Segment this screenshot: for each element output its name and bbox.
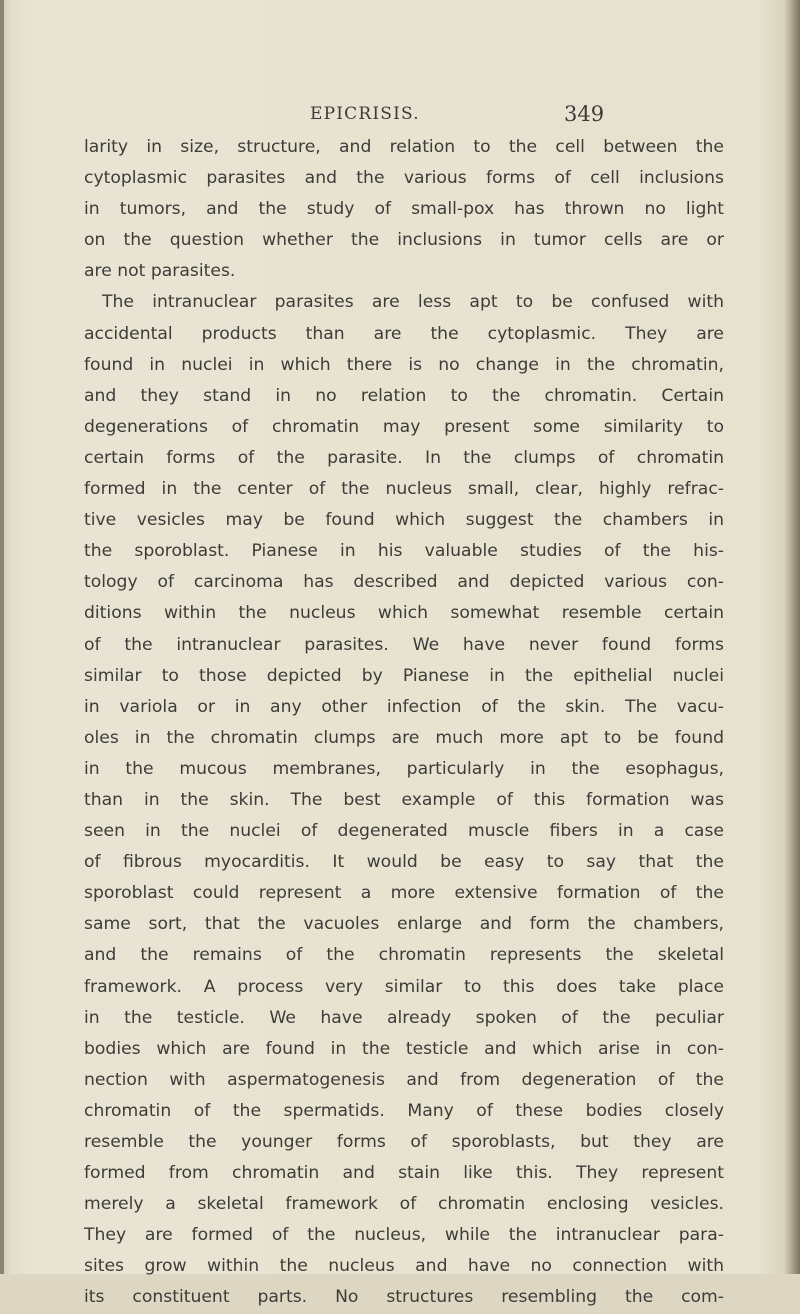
text-line: cytoplasmic parasites and the various forms of cell inclusions	[84, 168, 724, 189]
text-line: resemble the younger forms of sporoblasts, but they are	[84, 1132, 724, 1152]
page-number: 349	[564, 102, 605, 126]
text-line: in the testicle. We have already spoken of the peculiar	[84, 1007, 724, 1028]
text-line: bodies which are found in the testicle and which arise in con-	[84, 1038, 724, 1059]
text-line: of fibrous myocarditis. It would be easy to say that the	[84, 852, 724, 873]
text-line: of the intranuclear parasites. We have never found forms	[84, 634, 724, 655]
text-line: accidental products than are the cytoplasmic. They are	[84, 323, 724, 344]
text-line: and they stand in no relation to the chromatin. Certain	[84, 385, 724, 406]
text-line: sites grow within the nucleus and have no connection with	[84, 1256, 724, 1277]
text-line: found in nuclei in which there is no change in the chromatin,	[84, 354, 724, 375]
text-line: and the remains of the chromatin represents the skeletal	[84, 945, 724, 966]
text-line: are not parasites.	[84, 261, 236, 282]
body-text	[84, 132, 724, 1314]
text-line: They are formed of the nucleus, while the intranuclear para-	[84, 1225, 724, 1246]
text-line: tive vesicles may be found which suggest the chambers in	[84, 510, 724, 531]
text-line: framework. A process very similar to this does take place	[84, 976, 724, 997]
text-line: on the question whether the inclusions in tumor cells are or	[84, 230, 724, 251]
text-line: in tumors, and the study of small-pox has thrown no light	[84, 199, 724, 220]
text-line: degenerations of chromatin may present some similarity to	[84, 416, 724, 437]
running-head-title: EPICRISIS.	[310, 104, 420, 124]
text-line: its constituent parts. No structures resembling the com-	[84, 1287, 724, 1308]
text-line: tology of carcinoma has described and depicted various con-	[84, 572, 724, 593]
text-line: than in the skin. The best example of this formation was	[84, 789, 724, 810]
page-gutter-edge	[0, 0, 4, 1274]
text-line: formed in the center of the nucleus small, clear, highly refrac-	[84, 479, 724, 500]
text-line: same sort, that the vacuoles enlarge and form the chambers,	[84, 914, 724, 935]
text-line: larity in size, structure, and relation to the cell between the	[84, 137, 724, 157]
text-line: oles in the chromatin clumps are much more apt to be found	[84, 727, 724, 748]
text-line: merely a skeletal framework of chromatin enclosing vesicles.	[84, 1194, 724, 1215]
text-line: chromatin of the spermatids. Many of these bodies closely	[84, 1100, 724, 1121]
text-line: sporoblast could represent a more extensive formation of the	[84, 883, 724, 904]
text-line: seen in the nuclei of degenerated muscle fibers in a case	[84, 821, 724, 842]
text-line: similar to those depicted by Pianese in the epithelial nuclei	[84, 665, 724, 686]
text-line: formed from chromatin and stain like this. They represent	[84, 1163, 724, 1184]
text-line: certain forms of the parasite. In the clumps of chromatin	[84, 447, 724, 468]
text-line: nection with aspermatogenesis and from degeneration of the	[84, 1069, 724, 1090]
text-line: ditions within the nucleus which somewhat resemble certain	[84, 603, 724, 624]
text-line: in variola or in any other infection of the skin. The vacu-	[84, 696, 724, 717]
text-line: in the mucous membranes, particularly in the esophagus,	[84, 758, 724, 779]
text-line: The intranuclear parasites are less apt to be confused with	[102, 292, 724, 313]
text-line: the sporoblast. Pianese in his valuable studies of the his-	[84, 541, 724, 562]
page-outer-edge	[784, 0, 800, 1274]
